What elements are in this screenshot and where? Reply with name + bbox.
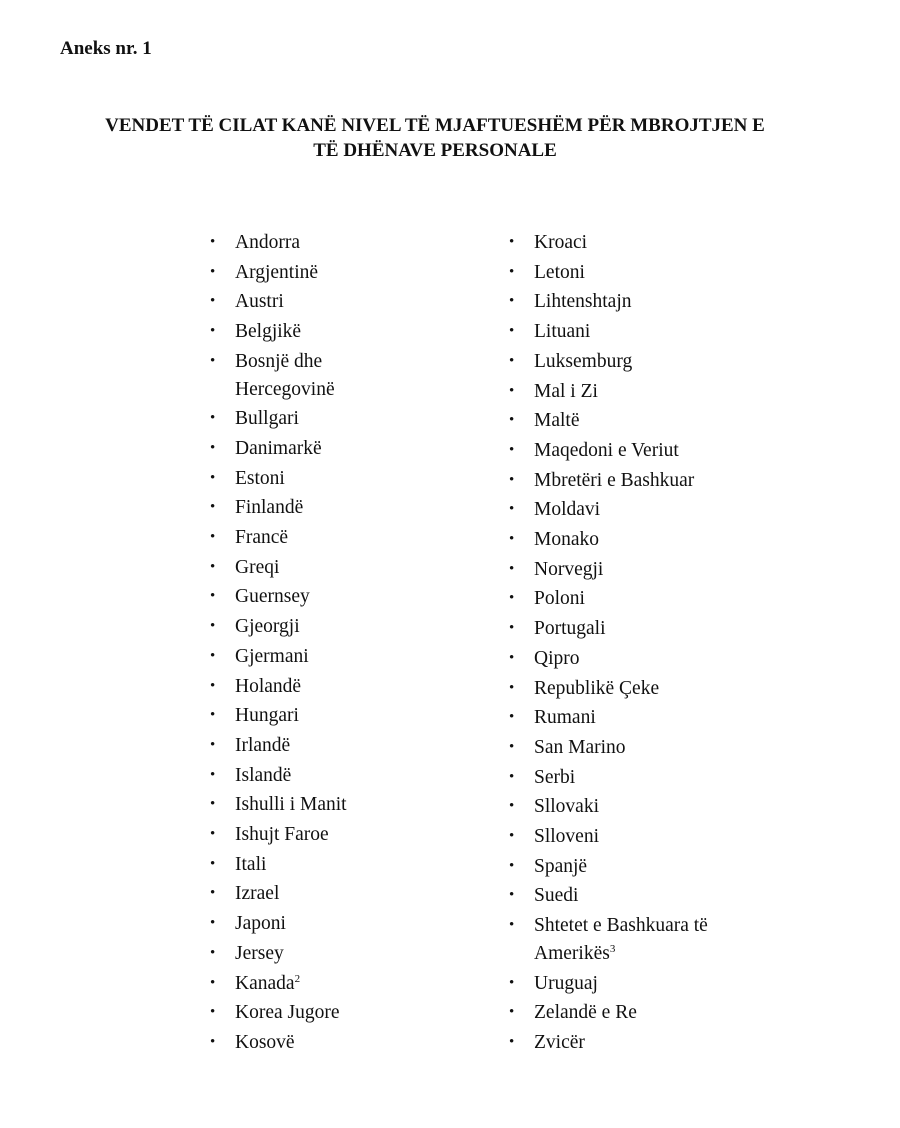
country-list-item (506, 911, 806, 968)
country-list-item (207, 612, 477, 642)
country-name: Moldavi (534, 499, 601, 521)
country-list-item (207, 404, 477, 434)
document-title (0, 113, 870, 163)
bullet-icon: • (210, 558, 216, 575)
country-name: Danimarkë (235, 437, 322, 459)
country-name: Serbi (534, 766, 576, 788)
bullet-icon: • (509, 382, 515, 399)
country-name: San Marino (534, 736, 626, 758)
country-name: Kosovë (235, 1031, 295, 1053)
country-name: Zvicër (534, 1031, 585, 1053)
country-list-item (207, 879, 477, 909)
country-list-item (506, 822, 806, 852)
bullet-icon: • (210, 796, 216, 813)
country-name: Holandë (235, 675, 302, 697)
country-name: Ishulli i Manit (235, 794, 347, 816)
country-list-item (506, 258, 806, 288)
country-list-left (207, 228, 477, 1058)
bullet-icon: • (509, 649, 515, 666)
country-name: Andorra (235, 232, 300, 253)
country-name: Irlandë (235, 734, 291, 756)
country-name: Maltë (534, 410, 580, 432)
bullet-icon: • (509, 857, 515, 874)
country-list-item (506, 347, 806, 377)
country-name: Sllovaki (534, 796, 600, 818)
country-name: Zelandë e Re (534, 1002, 637, 1024)
bullet-icon: • (210, 323, 216, 340)
bullet-icon: • (210, 439, 216, 456)
country-list-item (506, 406, 806, 436)
country-name: Poloni (534, 588, 585, 610)
country-name: Izrael (235, 883, 280, 905)
country-name: Gjermani (235, 645, 309, 667)
country-list-item (506, 969, 806, 999)
country-list-item (506, 881, 806, 911)
country-name: Bullgari (235, 408, 299, 430)
country-name: Mal i Zi (534, 380, 598, 402)
country-list-item (207, 969, 477, 999)
bullet-icon: • (509, 974, 515, 991)
country-list-item (207, 287, 477, 317)
country-name: Austri (235, 291, 284, 313)
country-list-item (506, 733, 806, 763)
title-line-2: TË DHËNAVE PERSONALE (313, 140, 557, 161)
country-list-item (506, 555, 806, 585)
bullet-icon: • (210, 974, 216, 991)
country-list-item (506, 614, 806, 644)
country-list-item (207, 731, 477, 761)
bullet-icon: • (210, 234, 216, 250)
country-name: Japoni (235, 913, 286, 935)
bullet-icon: • (509, 263, 515, 280)
country-list-item (506, 436, 806, 466)
country-list-item (506, 852, 806, 882)
country-name: Portugali (534, 618, 606, 640)
country-name: Korea Jugore (235, 1002, 340, 1024)
country-list-item (207, 909, 477, 939)
country-name: Itali (235, 853, 267, 875)
country-name-continuation-text: Hercegovinë (235, 378, 335, 400)
country-name: Suedi (534, 885, 579, 907)
country-list-item (506, 466, 806, 496)
bullet-icon: • (509, 323, 515, 340)
country-name-continuation (534, 939, 806, 969)
footnote-marker: 2 (294, 972, 301, 985)
country-list-item (506, 792, 806, 822)
country-name: Rumani (534, 707, 596, 729)
footnote-marker: 3 (609, 942, 616, 955)
country-list-item (207, 493, 477, 523)
bullet-icon: • (509, 441, 515, 458)
country-name: Argjentinë (235, 261, 319, 283)
country-name-continuation (235, 375, 477, 405)
bullet-icon: • (509, 501, 515, 518)
country-list-item (207, 761, 477, 791)
bullet-icon: • (210, 677, 216, 694)
bullet-icon: • (210, 944, 216, 961)
bullet-icon: • (509, 352, 515, 369)
bullet-icon: • (210, 499, 216, 516)
country-name: Shtetet e Bashkuara të (534, 915, 708, 937)
country-list-item (207, 939, 477, 969)
country-name: Gjeorgji (235, 616, 300, 638)
bullet-icon: • (509, 1033, 515, 1050)
country-list-item (207, 523, 477, 553)
country-list-item (207, 701, 477, 731)
country-list-item (207, 553, 477, 583)
country-list-item (207, 582, 477, 612)
bullet-icon: • (210, 736, 216, 753)
country-name: Kroaci (534, 232, 588, 253)
country-list-item (506, 287, 806, 317)
bullet-icon: • (509, 887, 515, 904)
bullet-icon: • (509, 709, 515, 726)
country-list-item (506, 1028, 806, 1058)
country-list-item (506, 495, 806, 525)
country-name: Qipro (534, 647, 580, 669)
bullet-icon: • (210, 855, 216, 872)
bullet-icon: • (210, 915, 216, 932)
country-list-item (207, 672, 477, 702)
country-name-continuation-text: Amerikës (534, 942, 610, 964)
bullet-icon: • (509, 471, 515, 488)
country-name: Islandë (235, 764, 292, 786)
country-list-item (506, 703, 806, 733)
country-list-item (207, 228, 477, 258)
bullet-icon: • (509, 768, 515, 785)
country-name: Jersey (235, 942, 284, 964)
country-list-item (506, 228, 806, 258)
country-name: Francë (235, 527, 289, 549)
bullet-icon: • (509, 560, 515, 577)
bullet-icon: • (509, 590, 515, 607)
country-name: Estoni (235, 467, 285, 489)
country-name: Kanada (235, 972, 295, 994)
country-name: Bosnjë dhe (235, 350, 323, 372)
bullet-icon: • (509, 798, 515, 815)
bullet-icon: • (210, 263, 216, 280)
country-name: Norvegji (534, 558, 604, 580)
country-name: Maqedoni e Veriut (534, 439, 679, 461)
country-name: Letoni (534, 261, 585, 283)
country-list-item (506, 763, 806, 793)
bullet-icon: • (509, 293, 515, 310)
country-list-item (207, 317, 477, 347)
bullet-icon: • (509, 1004, 515, 1021)
bullet-icon: • (509, 679, 515, 696)
country-name: Luksemburg (534, 350, 633, 372)
country-name: Republikë Çeke (534, 677, 660, 699)
bullet-icon: • (210, 885, 216, 902)
bullet-icon: • (509, 620, 515, 637)
country-list-item (207, 998, 477, 1028)
country-name: Hungari (235, 705, 299, 727)
bullet-icon: • (210, 1004, 216, 1021)
bullet-icon: • (210, 410, 216, 427)
bullet-icon: • (210, 647, 216, 664)
country-name: Greqi (235, 556, 280, 578)
country-name: Belgjikë (235, 321, 302, 343)
bullet-icon: • (509, 234, 515, 250)
bullet-icon: • (509, 531, 515, 548)
country-name: Monako (534, 529, 599, 551)
country-name: Lituani (534, 321, 591, 343)
bullet-icon: • (210, 293, 216, 310)
country-list-item (207, 820, 477, 850)
country-list-item (506, 584, 806, 614)
country-list-item (207, 434, 477, 464)
country-list-right (506, 228, 806, 1058)
bullet-icon: • (210, 352, 216, 369)
country-list-item (506, 317, 806, 347)
title-line-1: VENDET TË CILAT KANË NIVEL TË MJAFTUESHËM PËR MBROJTJEN E (105, 115, 765, 136)
country-name: Finlandë (235, 497, 304, 519)
country-name: Slloveni (534, 826, 600, 848)
bullet-icon: • (210, 618, 216, 635)
country-list-item (207, 790, 477, 820)
country-list-item (506, 644, 806, 674)
bullet-icon: • (210, 529, 216, 546)
country-list-item (207, 258, 477, 288)
country-name: Uruguaj (534, 972, 598, 994)
country-list-item (207, 850, 477, 880)
bullet-icon: • (509, 738, 515, 755)
country-list-item (506, 674, 806, 704)
country-name: Spanjë (534, 855, 588, 877)
bullet-icon: • (210, 469, 216, 486)
country-list-item (207, 642, 477, 672)
bullet-icon: • (210, 588, 216, 605)
country-list-item (506, 525, 806, 555)
country-name: Lihtenshtajn (534, 291, 632, 313)
bullet-icon: • (210, 766, 216, 783)
bullet-icon: • (509, 917, 515, 934)
country-list-item (506, 998, 806, 1028)
bullet-icon: • (210, 826, 216, 843)
bullet-icon: • (210, 1033, 216, 1050)
country-name: Guernsey (235, 586, 310, 608)
country-list-item (207, 464, 477, 494)
country-list-item (506, 377, 806, 407)
country-list-item (207, 1028, 477, 1058)
country-list-item (207, 347, 477, 404)
bullet-icon: • (509, 412, 515, 429)
bullet-icon: • (509, 828, 515, 845)
country-name: Mbretëri e Bashkuar (534, 469, 695, 491)
annex-label: Aneks nr. 1 (60, 38, 152, 59)
bullet-icon: • (210, 707, 216, 724)
country-name: Ishujt Faroe (235, 824, 329, 846)
